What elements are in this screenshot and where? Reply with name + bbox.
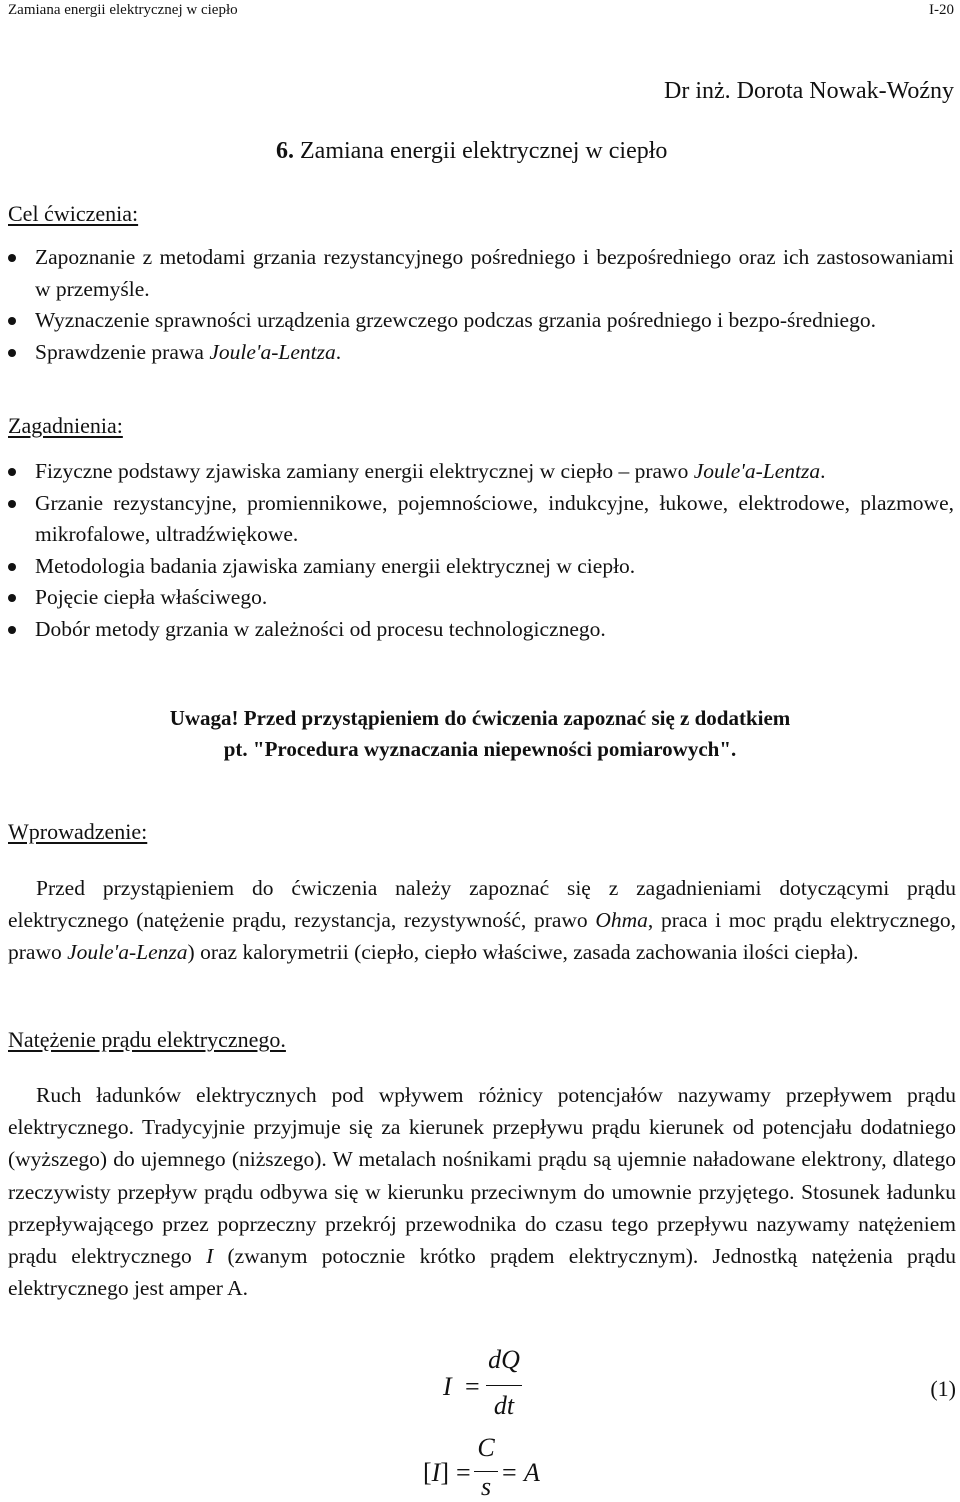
eq1-equals: = xyxy=(465,1372,480,1401)
eq1-numerator: dQ xyxy=(488,1345,520,1374)
list-item: Pojęcie ciepła właściwego. xyxy=(35,585,268,609)
intro-heading: Wprowadzenie: xyxy=(8,819,148,844)
page-number: I-20 xyxy=(929,2,954,18)
eq2-numerator: C xyxy=(477,1433,495,1462)
issues-heading: Zagadnienia: xyxy=(8,413,123,438)
eq2-lhs: [I] xyxy=(423,1458,450,1487)
eq2-equals-1: = xyxy=(456,1458,471,1487)
list-item: Dobór metody grzania w zależności od procesu technologicznego. xyxy=(35,616,606,641)
author-name: Dr inż. Dorota Nowak-Woźny xyxy=(664,78,954,104)
list-item: Grzanie rezystancyjne, promiennikowe, pojemnościowe, indukcyjne, łukowe, elektrodowe, plazmowe, mikrofalowe, ultradźwiękowe. xyxy=(35,490,954,546)
eq2-rhs: A xyxy=(524,1458,540,1487)
list-item: Zapoznanie z metodami grzania rezystancyjnego pośredniego i bezpośredniego oraz ich zastosowaniami w przemyśle. xyxy=(35,245,954,301)
eq2-equals-2: = xyxy=(502,1458,517,1487)
title-number: 6. xyxy=(276,138,294,164)
note-line-2: pt. "Procedura wyznaczania niepewności pomiarowych". xyxy=(223,737,737,761)
eq1-fraction-bar xyxy=(486,1385,522,1386)
list-item xyxy=(8,456,954,488)
issues-list xyxy=(8,456,954,645)
list-item: Wyznaczenie sprawności urządzenia grzewczego podczas grzania pośredniego i bezpo-średniego. xyxy=(35,308,876,332)
current-paragraph: Ruch ładunków elektrycznych pod wpływem różnicy potencjałów nazywamy przepływem prądu elektrycznego. Tradycyjnie przyjmuje się za kierunek przepływu prądu kierunek od potencjału dodatniego (wyższego) do ujemnego (niższego). W metalach nośnikami prądu są ujemnie naładowane elektrony, dlatego rzeczywisty przepływ prądu odbywa się w kierunku przeciwnym do umownie przyjętego. Stosunek ładunku przepływającego przez poprzeczny przekrój przewodnika do czasu tego przepływu nazywamy natężeniem prądu elektrycznego I (zwanym potocznie krótko prądem elektrycznym). Jednostką natężenia prądu elektrycznego jest amper A. xyxy=(8,1083,956,1301)
eq1-lhs: I xyxy=(443,1372,452,1401)
note-line-1: Uwaga! Przed przystąpieniem do ćwiczenia zapoznać się z dodatkiem xyxy=(169,706,791,730)
issues-item-1: Fizyczne podstawy zjawiska zamiany energii elektrycznej w ciepło – prawo Joule'a-Lentza. xyxy=(35,459,826,483)
current-heading: Natężenie prądu elektrycznego. xyxy=(8,1027,286,1052)
page-title xyxy=(276,136,667,166)
eq1-denominator: dt xyxy=(493,1391,515,1420)
title-text: Zamiana energii elektrycznej w ciepło xyxy=(300,138,668,164)
intro-paragraph: Przed przystąpieniem do ćwiczenia należy zapoznać się z zagadnieniami dotyczącymi prą​du elektrycznego (natężenie prądu, rezystancja, rezystywność, prawo Ohma, praca i moc prą​du elektrycznego, prawo Joule'a-Lenza) oraz kalorymetrii (ciepło, ciepło właściwe, zasada zachowania ilości ciepła). xyxy=(8,876,956,965)
eq1-number: (1) xyxy=(930,1376,956,1401)
goal-heading: Cel ćwiczenia: xyxy=(8,201,139,226)
list-item xyxy=(8,337,954,369)
running-header-title: Zamiana energii elektrycznej w ciepło xyxy=(8,2,238,18)
goal-list xyxy=(8,242,954,368)
goal-item-3: Sprawdzenie prawa Joule'a-Lentza. xyxy=(35,339,342,364)
list-item: Metodologia badania zjawiska zamiany energii elektrycznej w ciepło. xyxy=(35,553,636,578)
eq2-denominator: s xyxy=(480,1472,492,1501)
